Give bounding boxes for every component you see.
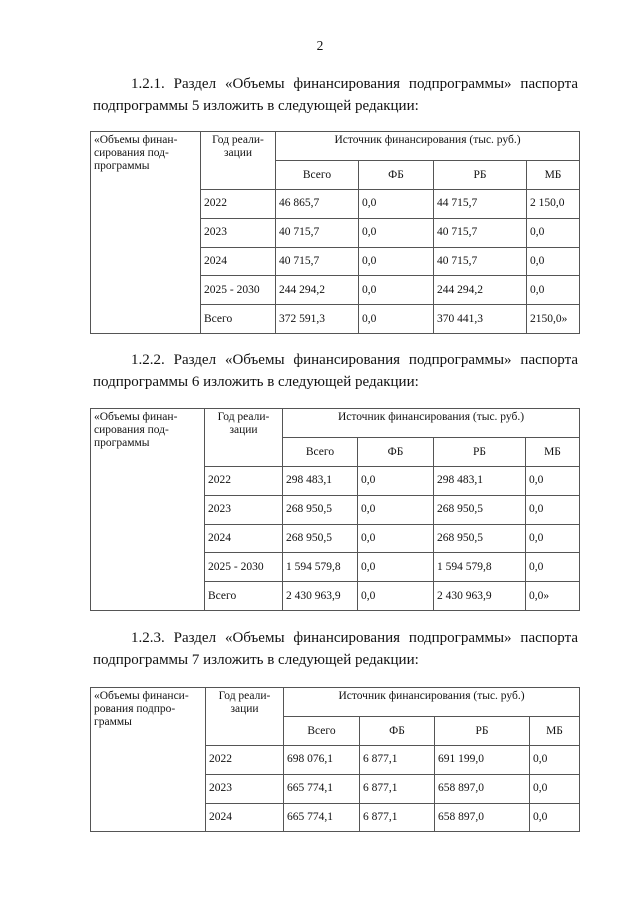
value-cell: 298 483,1 [434,467,526,496]
value-cell: 6 877,1 [360,774,435,803]
value-cell: 658 897,0 [435,774,530,803]
value-cell: 2 430 963,9 [434,582,526,611]
value-cell: 658 897,0 [435,803,530,832]
source-header: Источник финансирования (тыс. руб.) [276,132,580,161]
value-cell: 298 483,1 [283,467,358,496]
paragraph-line: подпрограммы 7 изложить в следующей редакции: [93,652,419,668]
value-cell: 2150,0» [527,305,580,334]
paragraph-line: 1.2.3. Раздел «Объемы финансирования подпрограммы» паспорта [131,630,578,646]
value-cell: 0,0 [530,774,580,803]
paragraph-line: 1.2.2. Раздел «Объемы финансирования подпрограммы» паспорта [131,352,578,368]
financing-description: «Объемы финанси- рования подпро- граммы [91,688,206,832]
table-header-row [91,132,580,161]
year-cell: Всего [205,582,283,611]
paragraph-line: 1.2.1. Раздел «Объемы финансирования подпрограммы» паспорта [131,76,578,92]
value-cell: 0,0 [526,495,580,524]
paragraph-line: подпрограммы 6 изложить в следующей редакции: [93,374,419,390]
value-cell: 46 865,7 [276,190,359,219]
column-header: РБ [434,161,527,190]
column-header: ФБ [358,438,434,467]
value-cell: 0,0 [527,218,580,247]
source-header: Источник финансирования (тыс. руб.) [284,688,580,717]
value-cell: 0,0 [358,524,434,553]
section-paragraph [93,627,578,671]
value-cell: 244 294,2 [276,276,359,305]
value-cell: 40 715,7 [434,247,527,276]
value-cell: 244 294,2 [434,276,527,305]
year-cell: 2023 [201,218,276,247]
table-header-row [91,688,580,717]
value-cell: 6 877,1 [360,746,435,775]
value-cell: 0,0 [359,305,434,334]
year-cell: 2024 [205,524,283,553]
column-header: РБ [434,438,526,467]
year-cell: 2022 [205,467,283,496]
value-cell: 665 774,1 [284,774,360,803]
year-header: Год реали- зации [201,132,276,190]
value-cell: 0,0 [527,276,580,305]
table-header-row [91,409,580,438]
value-cell: 1 594 579,8 [434,553,526,582]
financing-description: «Объемы финан- сирования под- программы [91,132,201,334]
value-cell: 268 950,5 [434,495,526,524]
financing-table [90,131,580,334]
value-cell: 691 199,0 [435,746,530,775]
column-header: РБ [435,717,530,746]
page-number: 2 [316,38,324,53]
year-header: Год реали- зации [205,409,283,467]
year-cell: 2023 [206,774,284,803]
value-cell: 0,0 [358,467,434,496]
year-cell: 2024 [206,803,284,832]
year-cell: Всего [201,305,276,334]
value-cell: 0,0 [359,247,434,276]
value-cell: 0,0 [527,247,580,276]
value-cell: 665 774,1 [284,803,360,832]
year-cell: 2022 [206,746,284,775]
value-cell: 0,0 [358,495,434,524]
value-cell: 0,0 [530,803,580,832]
value-cell: 0,0 [530,746,580,775]
value-cell: 40 715,7 [434,218,527,247]
financing-table [90,408,580,611]
value-cell: 44 715,7 [434,190,527,219]
year-cell: 2022 [201,190,276,219]
year-cell: 2025 - 2030 [205,553,283,582]
value-cell: 40 715,7 [276,218,359,247]
column-header: ФБ [359,161,434,190]
column-header: МБ [526,438,580,467]
section-paragraph [93,349,578,393]
value-cell: 0,0 [359,218,434,247]
column-header: МБ [530,717,580,746]
value-cell: 40 715,7 [276,247,359,276]
value-cell: 0,0 [526,524,580,553]
year-cell: 2024 [201,247,276,276]
column-header: МБ [527,161,580,190]
value-cell: 0,0 [358,582,434,611]
value-cell: 372 591,3 [276,305,359,334]
year-cell: 2023 [205,495,283,524]
value-cell: 698 076,1 [284,746,360,775]
column-header: Всего [283,438,358,467]
value-cell: 0,0 [526,467,580,496]
source-header: Источник финансирования (тыс. руб.) [283,409,580,438]
value-cell: 2 430 963,9 [283,582,358,611]
section-paragraph [93,73,578,117]
value-cell: 268 950,5 [434,524,526,553]
value-cell: 0,0 [359,276,434,305]
value-cell: 6 877,1 [360,803,435,832]
value-cell: 0,0 [358,553,434,582]
year-cell: 2025 - 2030 [201,276,276,305]
value-cell: 370 441,3 [434,305,527,334]
year-header: Год реали- зации [206,688,284,746]
financing-table [90,687,580,832]
value-cell: 268 950,5 [283,524,358,553]
value-cell: 0,0 [526,553,580,582]
value-cell: 1 594 579,8 [283,553,358,582]
column-header: ФБ [360,717,435,746]
column-header: Всего [284,717,360,746]
column-header: Всего [276,161,359,190]
paragraph-line: подпрограммы 5 изложить в следующей редакции: [93,98,419,114]
value-cell: 2 150,0 [527,190,580,219]
value-cell: 0,0» [526,582,580,611]
financing-description: «Объемы финан- сирования под- программы [91,409,205,611]
value-cell: 0,0 [359,190,434,219]
value-cell: 268 950,5 [283,495,358,524]
